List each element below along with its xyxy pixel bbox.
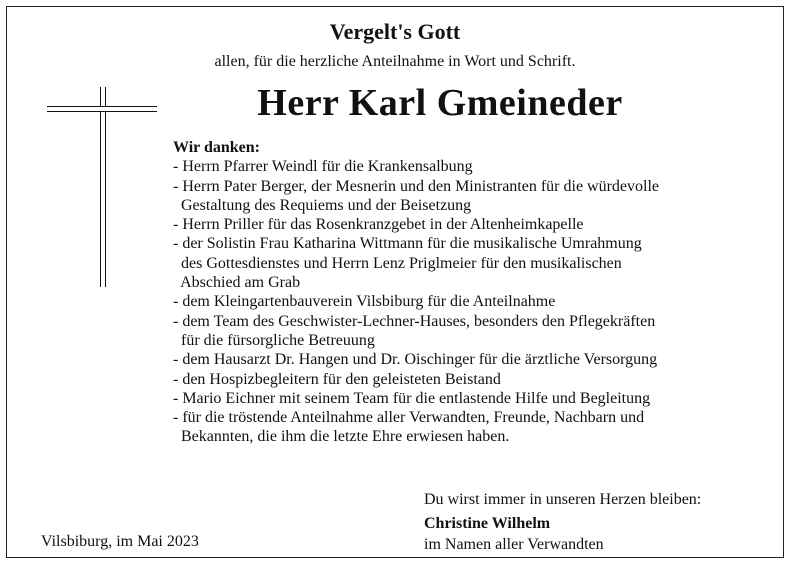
thanks-line: - der Solistin Frau Katharina Wittmann für die musikalische Umrahmung: [173, 235, 642, 253]
thanks-line: - für die tröstende Anteilnahme aller Verwandten, Freunde, Nachbarn und: [173, 409, 645, 427]
thanks-line: Bekannten, die ihm die letzte Ehre erwiesen haben.: [173, 428, 510, 446]
thanks-line: - Herrn Pfarrer Weindl für die Krankensalbung: [173, 158, 473, 176]
place-date: Vilsbiburg, im Mai 2023: [41, 533, 199, 550]
thanks-line: - Herrn Pater Berger, der Mesnerin und den Ministranten für die würdevolle: [173, 177, 660, 195]
thanks-line: für die fürsorgliche Betreuung: [173, 331, 375, 349]
thanks-line: Abschied am Grab: [173, 274, 301, 292]
closing-line: Du wirst immer in unseren Herzen bleiben:: [424, 491, 702, 508]
thanks-heading: Wir danken:: [173, 139, 260, 156]
thanks-line: Gestaltung des Requiems und der Beisetzung: [173, 196, 472, 214]
signer-name: Christine Wilhelm: [424, 515, 551, 532]
closing-block: [424, 489, 701, 555]
thanks-section: [173, 138, 773, 447]
thanks-line: - Mario Eichner mit seinem Team für die entlastende Hilfe und Begleitung: [173, 389, 651, 407]
thanks-line: - den Hospizbegleitern für den geleisteten Beistand: [173, 370, 501, 388]
obituary-notice: [6, 6, 784, 558]
thanks-line: - dem Team des Geschwister-Lechner-Hauses, besonders den Pflegekräften: [173, 312, 656, 330]
thanks-line: des Gottesdienstes und Herrn Lenz Priglmeier für den musikalischen: [173, 254, 622, 272]
thanks-line: - dem Kleingartenbauverein Vilsbiburg für die Anteilnahme: [173, 293, 556, 311]
signer-note: im Namen aller Verwandten: [424, 536, 604, 553]
thanks-line: - dem Hausarzt Dr. Hangen und Dr. Oischinger für die ärztliche Versorgung: [173, 351, 658, 369]
deceased-name: Herr Karl Gmeineder: [257, 82, 623, 124]
thanks-line: - Herrn Priller für das Rosenkranzgebet in der Altenheimkapelle: [173, 216, 584, 234]
notice-title: Vergelt's Gott: [329, 19, 461, 44]
notice-subtitle: allen, für die herzliche Anteilnahme in Wort und Schrift.: [214, 53, 576, 70]
